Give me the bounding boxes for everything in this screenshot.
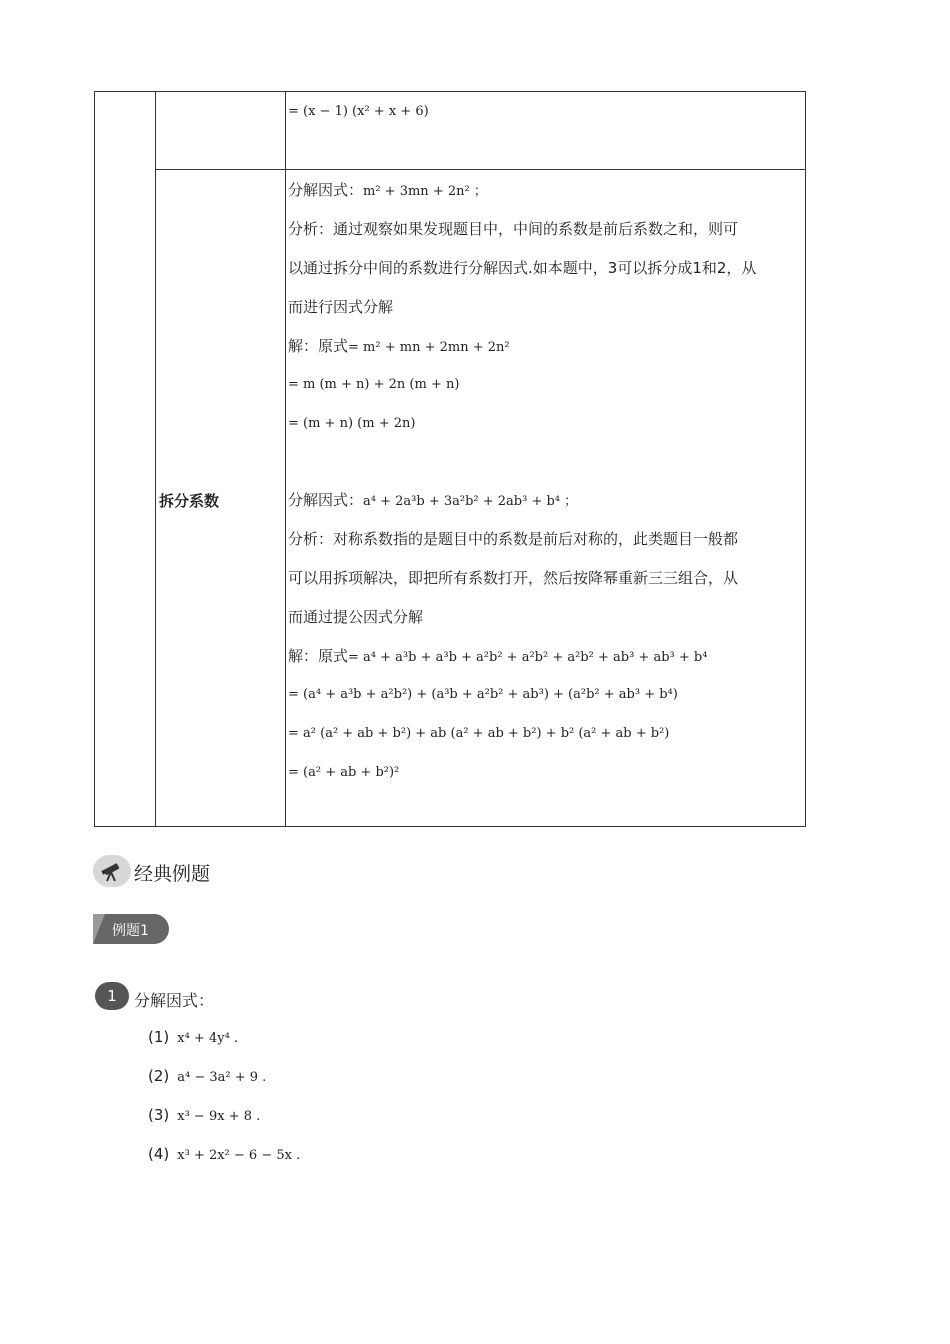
item-expr: x³ − 9x + 8 . <box>177 1109 261 1124</box>
column-divider <box>155 92 156 826</box>
ex1-step1: = m² + mn + 2mn + 2n² <box>348 340 510 355</box>
item-expr: x³ + 2x² − 6 − 5x . <box>177 1148 301 1163</box>
ex1-analysis-1: 分析：通过观察如果发现题目中，中间的系数是前后系数之和，则可 <box>288 220 739 238</box>
ex2-prompt-line <box>288 490 577 512</box>
ex2-step3: = a² (a² + ab + b²) + ab (a² + ab + b²) + b² (a² + ab + b²) <box>288 726 670 741</box>
ex2-step1: = a⁴ + a³b + a³b + a²b² + a²b² + a²b² + ab³ + ab³ + b⁴ <box>348 650 708 665</box>
item-expr: a⁴ − 3a² + 9 . <box>177 1070 267 1085</box>
method-table <box>94 91 806 827</box>
question-item <box>148 1028 238 1046</box>
example-tag-label: 例题1 <box>112 923 149 939</box>
question-item <box>148 1145 300 1163</box>
ex1-analysis-2: 以通过拆分中间的系数进行分解因式.如本题中，3可以拆分成1和2，从 <box>288 259 757 277</box>
ex1-step3: = (m + n) (m + 2n) <box>288 416 416 431</box>
previous-step: = (x − 1) (x² + x + 6) <box>288 104 429 119</box>
ex1-prompt-line <box>288 180 487 202</box>
section-title: 经典例题 <box>134 863 211 885</box>
row-divider <box>155 169 806 170</box>
ex1-analysis-3: 而进行因式分解 <box>288 298 394 316</box>
item-label: (4) <box>148 1145 170 1163</box>
item-label: (2) <box>148 1067 170 1085</box>
example-tag-accent <box>93 914 105 944</box>
ex1-solution-line <box>288 336 510 358</box>
question-item <box>148 1067 266 1085</box>
ex2-solution-line <box>288 646 707 668</box>
category-label: 拆分系数 <box>159 492 220 510</box>
ex1-expr: m² + 3mn + 2n² ； <box>363 184 487 199</box>
question-text: 分解因式： <box>134 991 215 1010</box>
question-item <box>148 1106 260 1124</box>
ex2-expr: a⁴ + 2a³b + 3a²b² + 2ab³ + b⁴ ； <box>363 494 578 509</box>
ex2-analysis-3: 而通过提公因式分解 <box>288 608 424 626</box>
ex1-step2: = m (m + n) + 2n (m + n) <box>288 377 460 392</box>
ex2-solution-prefix: 解：原式 <box>288 647 349 665</box>
telescope-icon <box>93 855 131 887</box>
example-tag <box>93 914 169 944</box>
item-expr: x⁴ + 4y⁴ . <box>177 1031 239 1046</box>
ex1-solution-prefix: 解：原式 <box>288 337 349 355</box>
ex2-analysis-1: 分析：对称系数指的是题目中的系数是前后对称的，此类题目一般都 <box>288 530 739 548</box>
ex2-step2: = (a⁴ + a³b + a²b²) + (a³b + a²b² + ab³) + (a²b² + ab³ + b⁴) <box>288 687 678 702</box>
ex2-prompt: 分解因式： <box>288 491 364 509</box>
ex2-step4: = (a² + ab + b²)² <box>288 765 400 780</box>
question-number-badge: 1 <box>95 982 129 1010</box>
item-label: (3) <box>148 1106 170 1124</box>
ex2-analysis-2: 可以用拆项解决，即把所有系数打开，然后按降幂重新三三组合，从 <box>288 569 739 587</box>
column-divider <box>285 92 286 826</box>
item-label: (1) <box>148 1028 170 1046</box>
ex1-prompt: 分解因式： <box>288 181 364 199</box>
